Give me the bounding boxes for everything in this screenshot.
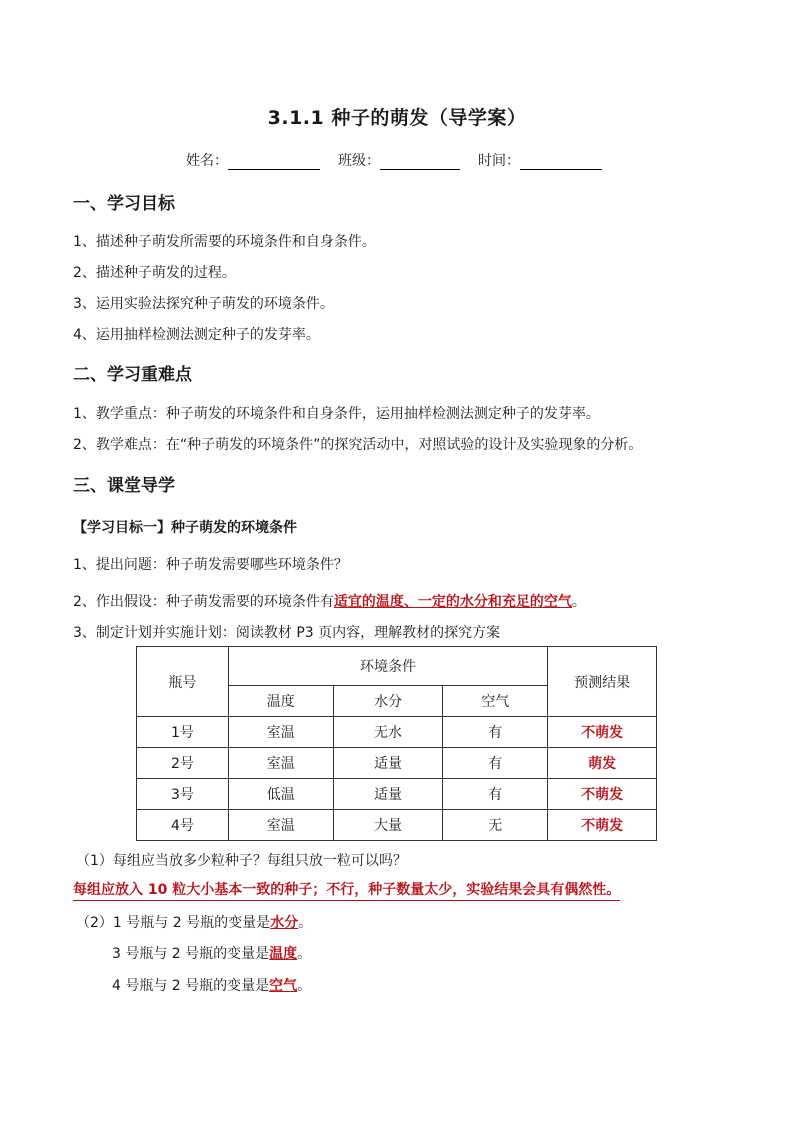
class-label: 班级：	[338, 153, 380, 169]
variable-question-text: 3 号瓶与 2 号瓶的变量是	[112, 946, 270, 962]
variable-answer: 温度	[269, 946, 298, 962]
section-heading-objectives: 一、学习目标	[73, 194, 175, 214]
variable-answer: 空气	[269, 978, 298, 994]
experiment-table	[136, 646, 657, 841]
cell-result: 萌发	[548, 748, 657, 779]
answer-seed-count: 每组应放入 10 粒大小基本一致的种子；不行，种子数量太少，实验结果会具有偶然性。	[73, 879, 620, 901]
cell-bottle: 1号	[137, 717, 229, 748]
cell-bottle: 2号	[137, 748, 229, 779]
header-environment: 环境条件	[228, 647, 547, 686]
header-water: 水分	[333, 686, 443, 717]
period: 。	[297, 978, 312, 994]
hypothesis-answer: 适宜的温度、一定的水分和充足的空气	[333, 594, 572, 610]
cell-air: 无	[443, 810, 548, 841]
table-row	[137, 748, 657, 779]
objective-item: 3、运用实验法探究种子萌发的环境条件。	[73, 296, 334, 312]
table-row	[137, 810, 657, 841]
cell-water: 无水	[333, 717, 443, 748]
student-info-line	[186, 150, 602, 170]
cell-result: 不萌发	[548, 810, 657, 841]
variable-question-text: 4 号瓶与 2 号瓶的变量是	[112, 978, 270, 994]
step-plan: 3、制定计划并实施计划：阅读教材 P3 页内容，理解教材的探究方案	[73, 625, 501, 641]
cell-temp: 低温	[228, 779, 333, 810]
goal-one-heading: 【学习目标一】种子萌发的环境条件	[73, 520, 297, 536]
cell-water: 适量	[333, 748, 443, 779]
cell-result: 不萌发	[548, 779, 657, 810]
variable-answer: 水分	[270, 915, 299, 931]
hypothesis-period: 。	[571, 594, 586, 610]
key-point-item: 2、教学难点：在“种子萌发的环境条件”的探究活动中，对照试验的设计及实验现象的分析。	[73, 437, 643, 453]
variable-question-3	[112, 975, 311, 995]
variable-question-2	[112, 943, 311, 963]
section-heading-guidance: 三、课堂导学	[73, 476, 175, 496]
objective-item: 1、描述种子萌发所需要的环境条件和自身条件。	[73, 234, 376, 250]
question-seed-count: （1）每组应当放多少粒种子？每组只放一粒可以吗？	[76, 853, 407, 869]
objective-item: 2、描述种子萌发的过程。	[73, 265, 236, 281]
hypothesis-text: 2、作出假设：种子萌发需要的环境条件有	[73, 594, 334, 610]
header-result: 预测结果	[548, 647, 657, 717]
time-label: 时间：	[478, 153, 520, 169]
cell-water: 大量	[333, 810, 443, 841]
header-temperature: 温度	[228, 686, 333, 717]
cell-water: 适量	[333, 779, 443, 810]
cell-bottle: 3号	[137, 779, 229, 810]
name-label: 姓名：	[186, 153, 228, 169]
cell-air: 有	[443, 779, 548, 810]
cell-air: 有	[443, 717, 548, 748]
name-blank[interactable]	[228, 153, 320, 170]
section-heading-key-points: 二、学习重难点	[73, 365, 192, 385]
cell-air: 有	[443, 748, 548, 779]
variable-question-1	[76, 912, 312, 932]
cell-temp: 室温	[228, 748, 333, 779]
variable-question-text: （2）1 号瓶与 2 号瓶的变量是	[76, 915, 271, 931]
step-hypothesis	[73, 591, 586, 611]
header-bottle: 瓶号	[137, 647, 229, 717]
cell-bottle: 4号	[137, 810, 229, 841]
table-row	[137, 717, 657, 748]
period: 。	[297, 946, 312, 962]
page-title: 3.1.1 种子的萌发（导学案）	[267, 107, 527, 129]
key-point-item: 1、教学重点：种子萌发的环境条件和自身条件，运用抽样检测法测定种子的发芽率。	[73, 406, 600, 422]
class-blank[interactable]	[380, 153, 460, 170]
header-air: 空气	[443, 686, 548, 717]
time-blank[interactable]	[520, 153, 602, 170]
cell-temp: 室温	[228, 810, 333, 841]
objective-item: 4、运用抽样检测法测定种子的发芽率。	[73, 327, 320, 343]
period: 。	[298, 915, 313, 931]
cell-temp: 室温	[228, 717, 333, 748]
cell-result: 不萌发	[548, 717, 657, 748]
table-row	[137, 779, 657, 810]
step-question: 1、提出问题：种子萌发需要哪些环境条件？	[73, 557, 348, 573]
